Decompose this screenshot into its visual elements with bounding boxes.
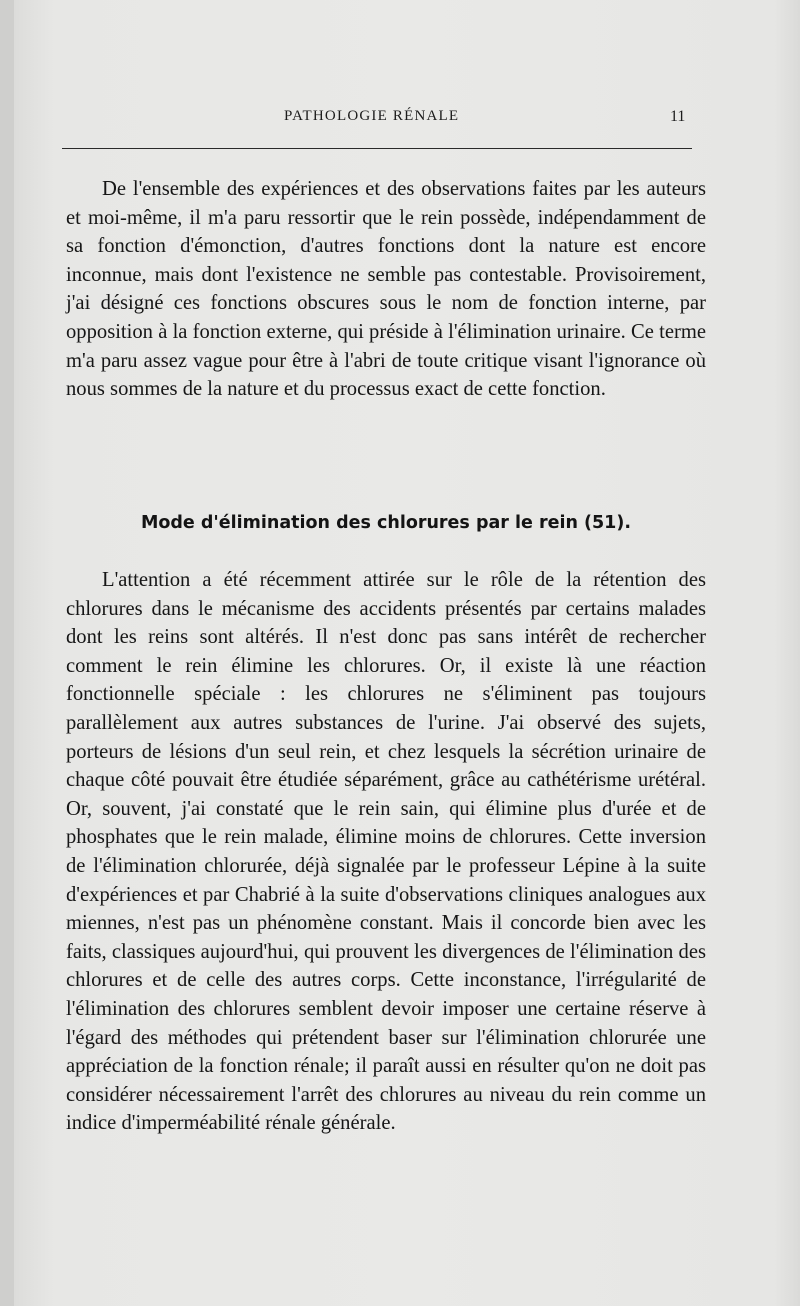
book-page	[14, 0, 800, 1306]
page-number: 11	[670, 108, 686, 125]
page-header	[14, 108, 800, 132]
paragraph-chlorides: L'attention a été récemment attirée sur le rôle de la rétention des chlorures dans le mécanisme des accidents présentés par certains malades dont les reins sont altérés. Il n'est donc pas sans intérêt de rechercher comment le rein élimine les chlorures. Or, il existe là une réaction fonctionnelle spéciale : les chlorures ne s'éliminent pas toujours parallèlement aux autres substances de l'urine. J'ai observé des sujets, porteurs de lésions d'un seul rein, et chez lesquels la sécrétion urinaire de chaque côté pouvait être étudiée séparément, grâce au cathétérisme urétéral. Or, souvent, j'ai constaté que le rein sain, qui élimine plus d'urée et de phosphates que le rein malade, élimine moins de chlorures. Cette inversion de l'élimination chlorurée, déjà signalée par le professeur Lépine à la suite d'expériences et par Chabrié à la suite d'observations cliniques analogues aux miennes, n'est pas un phénomène constant. Mais il concorde bien avec les faits, classiques aujourd'hui, qui prouvent les divergences de l'élimination des chlorures et de celle des autres corps. Cette inconstance, l'irrégularité de l'élimination des chlorures semblent devoir imposer une certaine réserve à l'égard des méthodes qui prétendent baser sur l'élimination chlorurée une appréciation de la fonction rénale; il paraît aussi en résulter qu'on ne doit pas considérer nécessairement l'arrêt des chlorures au niveau du rein comme un indice d'imperméabilité rénale générale.	[66, 569, 706, 1135]
header-rule	[62, 148, 692, 149]
paragraph-internal-function: De l'ensemble des expériences et des observations faites par les auteurs et moi-même, il m'a paru ressortir que le rein possède, indépendamment de sa fonction d'émonction, d'autres fonctions dont la nature est encore inconnue, mais dont l'existence ne semble pas contestable. Provisoirement, j'ai désigné ces fonctions obscures sous le nom de fonction interne, par opposition à la fonction externe, qui préside à l'élimination urinaire. Ce terme m'a paru assez vague pour être à l'abri de toute critique visant l'ignorance où nous sommes de la nature et du processus exact de cette fonction.	[66, 178, 706, 401]
section-title: Mode d'élimination des chlorures par le rein (51).	[140, 513, 632, 533]
running-head: PATHOLOGIE RÉNALE	[284, 108, 460, 124]
